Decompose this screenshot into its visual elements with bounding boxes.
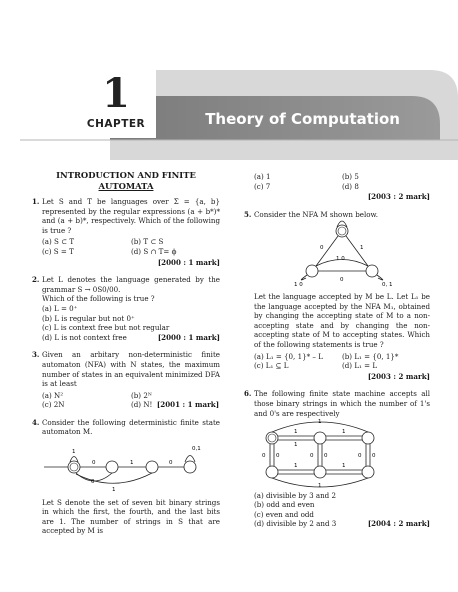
nfa-diagram [254,219,430,289]
nfa-state [366,265,378,277]
option-a: (a) divisible by 3 and 2 [254,490,336,500]
option-a: (a) S ⊂ T [42,237,75,247]
option-c: (c) L₁ ⊆ L [254,361,289,371]
dfa-state [106,461,118,473]
question-3 [32,350,220,410]
section-heading [32,170,220,191]
transition-label: 0 [262,453,266,460]
question-2 [32,275,220,342]
chapter-label: CHAPTER [86,118,146,130]
transition-label: 0 [92,460,96,467]
option-b: (b) 5 [342,172,359,181]
option-b: (b) odd and even [254,500,315,510]
question-continuation: Let the language accepted by M be L. Let L₁ be the language accepted by the NFA M₁, obtained by changing the accepting state of M to a non-accepting state and by changing the non-accepting state of M to accepting states. Which of the following statements is true ? [254,291,430,349]
transition-label: 1 [112,487,116,494]
transition-label: 1 [294,442,298,449]
transition-label: 1 0 [336,256,345,263]
option-d: (d) S ∩ T= ϕ [131,246,177,256]
option-a: (a) N² [42,390,64,400]
right-column [244,170,430,532]
question-4 [32,418,220,536]
transition-label: 0 [358,453,362,460]
transition-label: 0 [310,453,314,460]
question-text: Consider the following deterministic finite state automaton M. [42,417,220,437]
question-text: Given an arbitary non-deterministic finite automaton (NFA) with N states, the maximum number of states in an equivalent minimized DFA is at least [42,350,220,389]
question-number: 3. [32,350,40,360]
dfa-diagram [42,437,220,495]
year-marks-tag: [2003 : 2 mark] [367,371,430,381]
year-marks-tag: [2000 : 1 mark] [157,257,220,267]
option-d: (d) 8 [342,181,359,191]
transition-label: 1 [342,463,346,470]
question-text: Let L denotes the language generated by the grammar S → 0S0/00. [42,275,220,294]
transition-label: 0 [91,479,95,486]
year-marks-tag: [2003 : 2 mark] [367,192,430,202]
transition-label: 1 [342,429,346,436]
chapter-number: 1 [102,70,130,117]
transition-label: 1 [294,463,298,470]
question-subtext: Which of the following is true ? [42,294,155,304]
option-c: (c) 7 [254,181,271,191]
option-c: (c) S = T [42,246,74,256]
option-a: (a) 1 [254,172,271,181]
section-heading-line2: AUTOMATA [98,180,154,191]
fsm-state [314,432,326,444]
question-text: Consider the NFA M shown below. [254,209,378,219]
transition-label: 1 [360,245,364,252]
option-b: (b) L₁ = {0, 1}* [342,351,399,361]
option-d: (d) divisible by 2 and 3 [254,519,337,529]
transition-label: 0 [320,245,324,252]
header-banner [0,0,458,160]
transition-label: 0 [276,453,280,460]
question-number: 4. [32,417,40,427]
fsm-state [362,466,374,478]
option-d: (d) L₁ = L [342,361,378,371]
transition-label: 0 [340,277,344,284]
transition-label: 0 [324,453,328,460]
option-d: (d) N! [131,400,153,410]
question-number: 1. [32,197,40,206]
dfa-state [184,461,196,473]
chapter-badge [76,70,156,138]
option-a: (a) L₁ = {0, 1}* – L [254,351,323,361]
year-marks-tag: [2004 : 2 mark] [367,519,430,529]
transition-label: 0 [372,453,376,460]
chapter-title: Theory of Computation [205,110,400,128]
question-number: 2. [32,275,40,285]
question-text: The following finite state machine accepts all those binary strings in which the number of 1's and 0's are respectively [254,389,430,418]
question-5 [244,210,430,382]
transition-label: 1 [130,460,134,467]
dfa-state [146,461,158,473]
option-c: (c) L is context free but not regular [42,323,170,333]
left-column [32,170,220,539]
year-marks-tag: [2000 : 1 mark] [157,332,220,342]
question-4-options [244,172,430,202]
section-heading-line1: INTRODUCTION AND FINITE [56,170,196,180]
question-number: 6. [244,389,252,399]
transition-label: 0, 1 [382,282,393,289]
option-c: (c) 2N [42,400,65,410]
transition-label: 1 [318,419,322,426]
option-b: (b) T ⊂ S [131,237,164,247]
year-marks-tag: [2001 : 1 mark] [156,400,220,410]
fsm-state [314,466,326,478]
transition-label: 0,1 [192,446,201,453]
question-number: 5. [244,209,252,219]
question-continuation: Let S denote the set of seven bit binary strings in which the first, the fourth, and the last bits are 1. The number of strings in S that are accepted by M is [42,497,220,536]
transition-label: 1 0 [294,282,303,289]
fsm-diagram [254,418,430,488]
question-1 [32,197,220,267]
transition-label: 1 [294,429,298,436]
nfa-state [306,265,318,277]
question-6 [244,389,430,529]
chapter-header [0,0,458,160]
option-d: (d) L is not context free [42,332,127,342]
option-a: (a) L = 0⁺ [42,303,78,313]
transition-label: 0 [169,460,173,467]
transition-label: 1 [72,449,76,456]
fsm-state [266,466,278,478]
option-c: (c) even and odd [254,509,314,519]
option-b: (b) 2ᴺ [131,390,152,400]
question-text: Let S and T be languages over Σ = {a, b} represented by the regular expressions (a + b*)* and (a + b)*, respectively. Which of the following is true ? [42,197,220,235]
option-b: (b) L is regular but not 0⁺ [42,313,135,323]
fsm-state [362,432,374,444]
transition-label: 1 [318,483,322,489]
